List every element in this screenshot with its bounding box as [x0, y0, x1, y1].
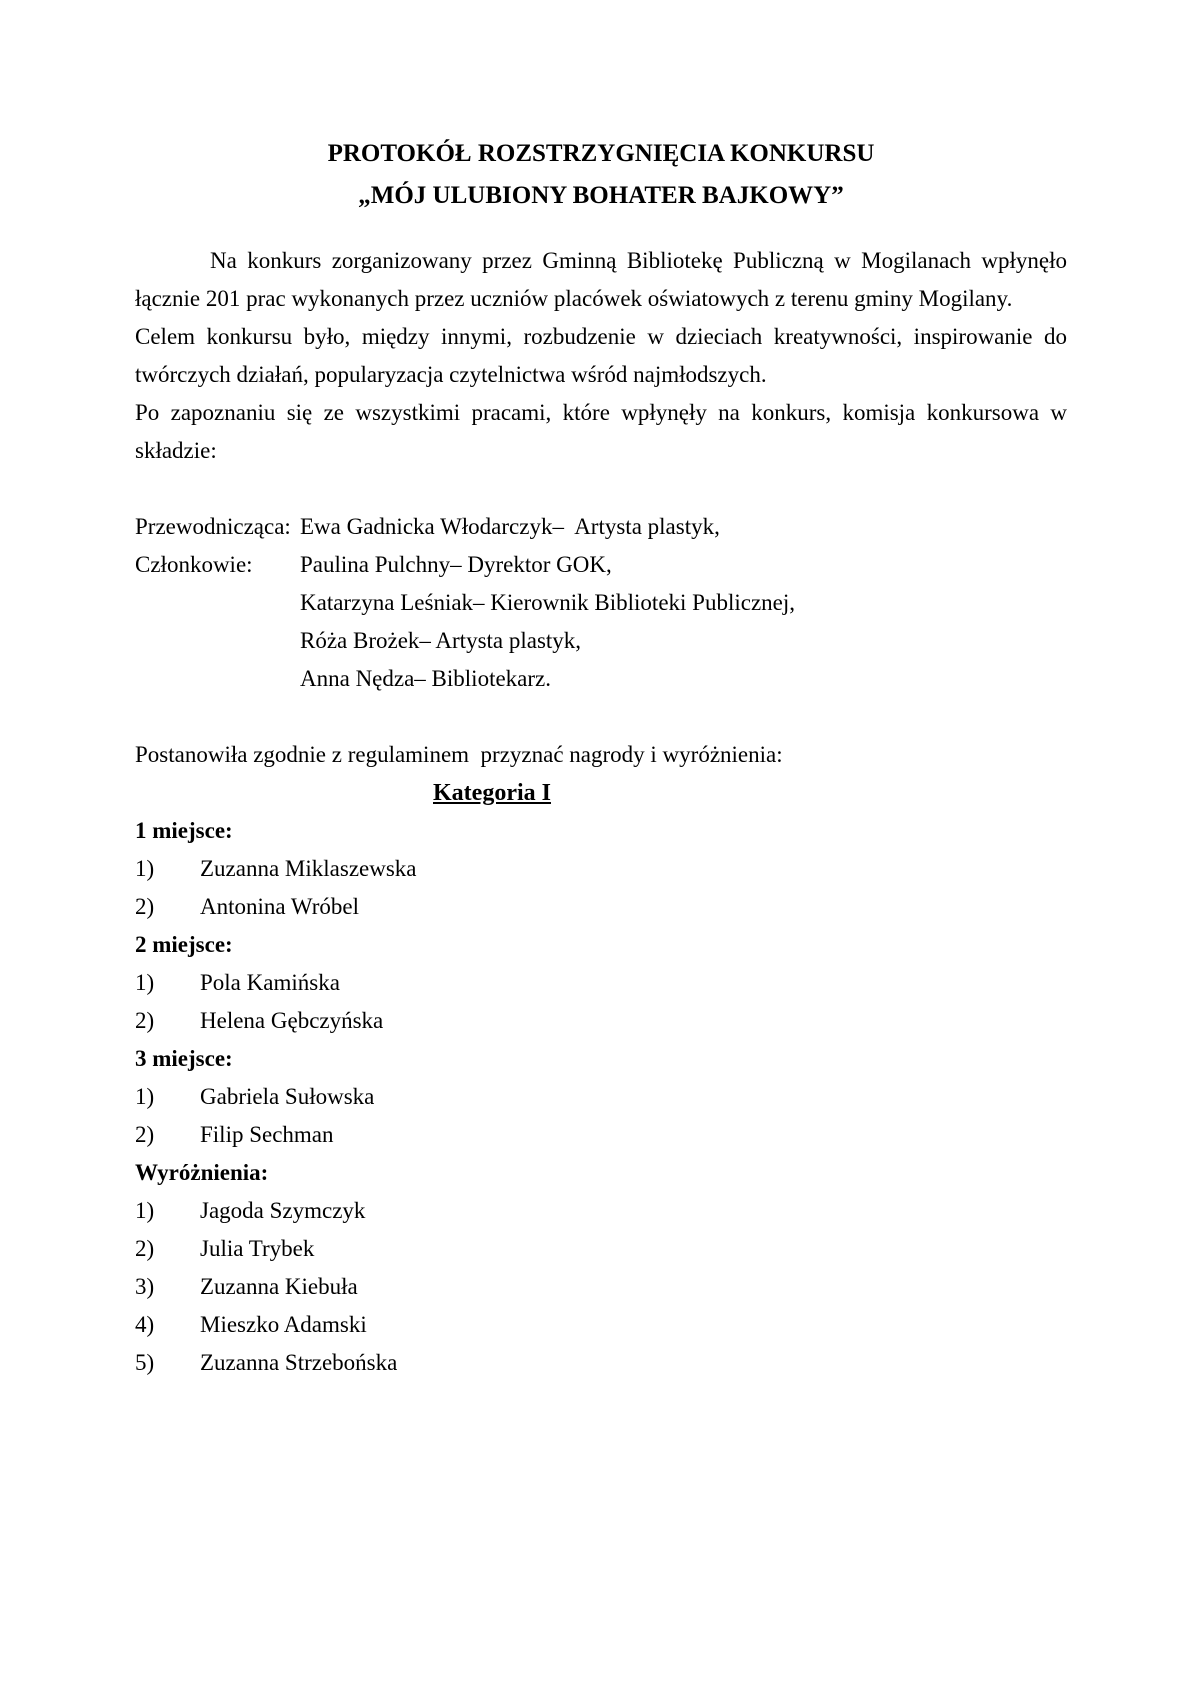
committee-row — [135, 508, 1067, 546]
committee-row — [135, 584, 1067, 622]
committee-role-label: Członkowie: — [135, 552, 253, 577]
committee-role-label — [135, 660, 300, 698]
committee-member-name: Róża Brożek– Artysta plastyk, — [300, 628, 582, 653]
award-winner-number: 2) — [135, 894, 155, 919]
category-heading: Kategoria I — [433, 780, 551, 806]
committee-member-name: Paulina Pulchny– Dyrektor GOK, — [300, 552, 612, 577]
committee-row — [135, 660, 1067, 698]
award-winner-number: 4) — [135, 1312, 155, 1337]
committee-role-label — [135, 584, 300, 622]
award-winner-number: 1) — [135, 1084, 155, 1109]
blank-line — [135, 470, 1067, 508]
award-winner-row — [135, 1230, 1067, 1268]
award-winner-name: Julia Trybek — [200, 1236, 315, 1261]
award-winner-number: 5) — [135, 1350, 155, 1375]
award-winner-name: Filip Sechman — [200, 1122, 334, 1147]
award-winner-row — [135, 1078, 1067, 1116]
award-winner-number: 1) — [135, 856, 155, 881]
paragraph-contest-goal: Celem konkursu było, między innymi, rozbudzenie w dzieciach kreatywności, inspirowanie do twórczych działań, popularyzacja czytelnictwa wśród najmłodszych. — [135, 324, 1067, 387]
committee-member-name: Anna Nędza– Bibliotekarz. — [300, 666, 551, 691]
award-winner-row — [135, 1306, 1067, 1344]
award-winner-name: Zuzanna Kiebuła — [200, 1274, 358, 1299]
award-winner-number: 1) — [135, 970, 155, 995]
award-winner-number: 3) — [135, 1274, 155, 1299]
award-winner-row — [135, 850, 1067, 888]
award-section-heading: Wyróżnienia: — [135, 1160, 269, 1185]
award-winner-row — [135, 1268, 1067, 1306]
paragraph-jury-intro: Po zapoznaniu się ze wszystkimi pracami, które wpłynęły na konkurs, komisja konkursowa w składzie: — [135, 400, 1067, 463]
committee-row — [135, 622, 1067, 660]
award-winner-name: Zuzanna Strzebońska — [200, 1350, 398, 1375]
award-winner-number: 2) — [135, 1008, 155, 1033]
committee-role-label: Przewodnicząca: — [135, 514, 291, 539]
award-winner-row — [135, 1192, 1067, 1230]
award-section-heading: 2 miejsce: — [135, 932, 233, 957]
document-content — [135, 133, 1067, 1382]
document-title-line2: „MÓJ ULUBIONY BOHATER BAJKOWY” — [358, 182, 844, 209]
award-winner-name: Pola Kamińska — [200, 970, 340, 995]
award-section-heading: 1 miejsce: — [135, 818, 233, 843]
award-winner-name: Helena Gębczyńska — [200, 1008, 384, 1033]
award-winner-number: 2) — [135, 1122, 155, 1147]
award-winner-name: Antonina Wróbel — [200, 894, 359, 919]
award-winner-row — [135, 888, 1067, 926]
committee-list — [135, 508, 1067, 698]
committee-member-name: Katarzyna Leśniak– Kierownik Biblioteki Publicznej, — [300, 590, 796, 615]
blank-line — [135, 698, 1067, 736]
award-winner-number: 1) — [135, 1198, 155, 1223]
award-winner-number: 2) — [135, 1236, 155, 1261]
committee-member-name: Ewa Gadnicka Włodarczyk– Artysta plastyk, — [300, 514, 720, 539]
award-winner-name: Jagoda Szymczyk — [200, 1198, 366, 1223]
committee-row — [135, 546, 1067, 584]
award-winner-name: Zuzanna Miklaszewska — [200, 856, 417, 881]
committee-role-label — [135, 622, 300, 660]
award-winner-name: Mieszko Adamski — [200, 1312, 367, 1337]
decision-statement: Postanowiła zgodnie z regulaminem przyznać nagrody i wyróżnienia: — [135, 742, 783, 767]
award-winner-row — [135, 1002, 1067, 1040]
paragraph-entries-summary: Na konkurs zorganizowany przez Gminną Bibliotekę Publiczną w Mogilanach wpłynęło łącznie 201 prac wykonanych przez uczniów placówek oświatowych z terenu gminy Mogilany. — [135, 248, 1067, 311]
award-winner-row — [135, 964, 1067, 1002]
intro-paragraphs — [135, 242, 1067, 470]
award-winner-name: Gabriela Sułowska — [200, 1084, 375, 1109]
award-winner-row — [135, 1344, 1067, 1382]
award-sections — [135, 812, 1067, 1382]
award-section-heading: 3 miejsce: — [135, 1046, 233, 1071]
award-winner-row — [135, 1116, 1067, 1154]
document-title-line1: PROTOKÓŁ ROZSTRZYGNIĘCIA KONKURSU — [327, 140, 875, 167]
